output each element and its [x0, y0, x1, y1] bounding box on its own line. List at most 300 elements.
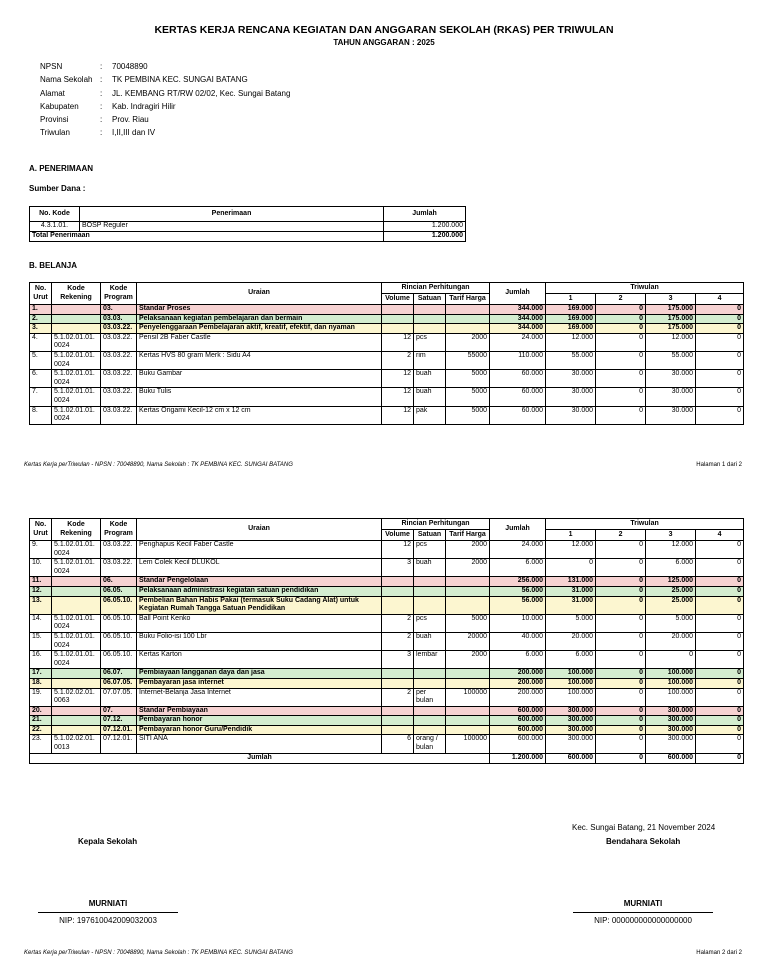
cell-no: 5. — [30, 351, 52, 369]
cell-uraian: Pembiayaan langganan daya dan jasa — [137, 669, 382, 679]
col-header-t2: 2 — [596, 530, 646, 541]
cell-t4: 0 — [696, 333, 744, 351]
table-row — [30, 678, 744, 688]
cell-jumlah: 256.000 — [490, 577, 546, 587]
cell-rek — [52, 577, 101, 587]
cell-vol — [382, 725, 414, 735]
cell-sat — [414, 586, 446, 596]
cell-t2: 0 — [596, 541, 646, 559]
cell-uraian: Pelaksanaan administrasi kegiatan satuan pendidikan — [137, 586, 382, 596]
cell-rek — [52, 669, 101, 679]
cell-uraian: Buku Gambar — [137, 370, 382, 388]
table-row — [30, 688, 744, 706]
cell-t4: 0 — [696, 559, 744, 577]
cell-sat: buah — [414, 559, 446, 577]
col-header-triwulan: Triwulan — [546, 283, 744, 294]
cell-jumlah: 60.000 — [490, 388, 546, 406]
cell-t4: 0 — [696, 406, 744, 424]
cell-t2: 0 — [596, 559, 646, 577]
cell-uraian: Ball Point Kenko — [137, 614, 382, 632]
table-row — [30, 735, 744, 753]
cell-rek — [52, 305, 101, 315]
cell-t4: 0 — [696, 324, 744, 334]
cell-t1: 31.000 — [546, 586, 596, 596]
cell-no: 21. — [30, 716, 52, 726]
cell-t3: 175.000 — [646, 314, 696, 324]
cell-rek — [52, 314, 101, 324]
cell-t2: 0 — [596, 614, 646, 632]
cell-tarif: 5000 — [446, 388, 490, 406]
cell-t3: 300.000 — [646, 706, 696, 716]
cell-sat — [414, 716, 446, 726]
cell-jumlah: 344.000 — [490, 305, 546, 315]
table-row — [30, 324, 744, 334]
cell-jumlah: 6.000 — [490, 651, 546, 669]
cell-sat — [414, 706, 446, 716]
cell-rek — [52, 706, 101, 716]
cell-t3: 300.000 — [646, 725, 696, 735]
col-header-volume: Volume — [382, 530, 414, 541]
cell-t1: 20.000 — [546, 632, 596, 650]
cell-t4: 0 — [696, 370, 744, 388]
cell-vol — [382, 596, 414, 614]
document-subtitle: TAHUN ANGGARAN : 2025 — [333, 38, 435, 47]
cell-prog: 03.03.22. — [101, 559, 137, 577]
col-header-jumlah: Jumlah — [384, 207, 466, 222]
table-row — [30, 651, 744, 669]
cell-no: 8. — [30, 406, 52, 424]
cell-jumlah: 200.000 — [490, 688, 546, 706]
col-header-t3: 3 — [646, 530, 696, 541]
cell-t4: 0 — [696, 678, 744, 688]
cell-vol: 2 — [382, 351, 414, 369]
cell-uraian: SITI ANA — [137, 735, 382, 753]
table-row — [30, 351, 744, 369]
cell-t3: 5.000 — [646, 614, 696, 632]
cell-sat — [414, 596, 446, 614]
cell-t2: 0 — [596, 388, 646, 406]
cell-t4: 0 — [696, 314, 744, 324]
table-row — [30, 541, 744, 559]
cell-t4: 0 — [696, 577, 744, 587]
cell-tarif: 5000 — [446, 370, 490, 388]
cell-t2: 0 — [596, 735, 646, 753]
penerimaan-table — [29, 206, 466, 242]
cell-t1: 131.000 — [546, 577, 596, 587]
cell-uraian: Kertas Karton — [137, 651, 382, 669]
col-header-no: No. Urut — [30, 283, 52, 305]
cell-t3: 0 — [646, 651, 696, 669]
cell-t1: 300.000 — [546, 725, 596, 735]
col-header-kode: No. Kode — [30, 207, 80, 222]
cell-t3: 20.000 — [646, 632, 696, 650]
table-row: 4.3.1.01. BOSP Reguler 1.200.000 — [30, 222, 466, 232]
cell-rek — [52, 596, 101, 614]
cell-rek: 5.1.02.02.01. 0013 — [52, 735, 101, 753]
cell-no: 10. — [30, 559, 52, 577]
cell-tarif: 2000 — [446, 333, 490, 351]
cell-tarif: 2000 — [446, 559, 490, 577]
cell-prog: 06.07. — [101, 669, 137, 679]
cell-t3: 25.000 — [646, 586, 696, 596]
cell-prog: 03.03. — [101, 314, 137, 324]
cell-t3: 6.000 — [646, 559, 696, 577]
table-row — [30, 577, 744, 587]
cell-t3: 125.000 — [646, 577, 696, 587]
signer-name-right: MURNIATI — [623, 899, 663, 908]
cell-rek: 5.1.02.01.01. 0024 — [52, 614, 101, 632]
col-header-satuan: Satuan — [414, 530, 446, 541]
cell-tarif: 55000 — [446, 351, 490, 369]
cell-uraian: Pensil 2B Faber Castle — [137, 333, 382, 351]
table-row — [30, 388, 744, 406]
cell-vol — [382, 305, 414, 315]
role-bendahara: Bendahara Sekolah — [606, 837, 681, 846]
cell-t1: 300.000 — [546, 716, 596, 726]
cell-vol: 2 — [382, 632, 414, 650]
info-row: NPSN : 70048890 — [40, 62, 148, 71]
section-belanja: B. BELANJA — [29, 261, 78, 270]
cell-t4: 0 — [696, 305, 744, 315]
footer-page-number: Halaman 1 dari 2 — [696, 462, 742, 468]
cell-tarif — [446, 596, 490, 614]
cell-t2: 0 — [596, 324, 646, 334]
table-row — [30, 614, 744, 632]
cell-t1: 31.000 — [546, 596, 596, 614]
cell-vol: 12 — [382, 388, 414, 406]
cell-t2: 0 — [596, 333, 646, 351]
cell-t2: 0 — [596, 678, 646, 688]
cell-sat: buah — [414, 632, 446, 650]
cell-t2: 0 — [596, 706, 646, 716]
cell-t4: 0 — [696, 388, 744, 406]
cell-no: 7. — [30, 388, 52, 406]
cell-no: 2. — [30, 314, 52, 324]
cell-vol: 2 — [382, 614, 414, 632]
cell-t1: 300.000 — [546, 735, 596, 753]
cell-t1: 12.000 — [546, 541, 596, 559]
cell-rek — [52, 678, 101, 688]
col-header-program: Kode Program — [101, 519, 137, 541]
cell-sat: pcs — [414, 541, 446, 559]
belanja-table-page2 — [29, 518, 744, 764]
cell-t1: 169.000 — [546, 305, 596, 315]
total-row: Total Penerimaan 1.200.000 — [30, 232, 466, 242]
cell-prog: 06.05.10. — [101, 632, 137, 650]
cell-rek — [52, 716, 101, 726]
cell-tarif — [446, 725, 490, 735]
cell-sat: per bulan — [414, 688, 446, 706]
cell-vol: 6 — [382, 735, 414, 753]
cell-prog: 07.12.01. — [101, 735, 137, 753]
cell-no: 9. — [30, 541, 52, 559]
cell-sat: pcs — [414, 333, 446, 351]
cell-t2: 0 — [596, 716, 646, 726]
cell-prog: 07.12.01. — [101, 725, 137, 735]
cell-prog: 06. — [101, 577, 137, 587]
cell-uraian: Kertas Origami Kecil-12 cm x 12 cm — [137, 406, 382, 424]
cell-prog: 06.05. — [101, 586, 137, 596]
cell-jumlah: 40.000 — [490, 632, 546, 650]
cell-vol — [382, 669, 414, 679]
cell-no: 14. — [30, 614, 52, 632]
cell-no: 19. — [30, 688, 52, 706]
cell-uraian: Lem Colek Kecil DLUKOL — [137, 559, 382, 577]
cell-tarif — [446, 716, 490, 726]
cell-uraian: Standar Pengelolaan — [137, 577, 382, 587]
cell-no: 20. — [30, 706, 52, 716]
cell-prog: 03.03.22. — [101, 370, 137, 388]
signature-line-left — [38, 912, 178, 913]
cell-no: 12. — [30, 586, 52, 596]
col-header-program: Kode Program — [101, 283, 137, 305]
cell-vol: 12 — [382, 333, 414, 351]
table-row — [30, 632, 744, 650]
cell-tarif: 100000 — [446, 735, 490, 753]
cell-sat — [414, 324, 446, 334]
place-date: Kec. Sungai Batang, 21 November 2024 — [572, 823, 716, 832]
cell-t3: 30.000 — [646, 406, 696, 424]
cell-sat — [414, 577, 446, 587]
cell-jumlah: 600.000 — [490, 735, 546, 753]
cell-jumlah: 24.000 — [490, 333, 546, 351]
cell-tarif: 20000 — [446, 632, 490, 650]
cell-sat — [414, 314, 446, 324]
cell-t4: 0 — [696, 541, 744, 559]
col-header-tarif: Tarif Harga — [446, 294, 490, 305]
cell-rek: 5.1.02.01.01. 0024 — [52, 388, 101, 406]
cell-prog: 03.03.22. — [101, 324, 137, 334]
cell-no: 11. — [30, 577, 52, 587]
table-row — [30, 706, 744, 716]
cell-uraian: Buku Folio-isi 100 Lbr — [137, 632, 382, 650]
cell-t1: 6.000 — [546, 651, 596, 669]
cell-sat: rim — [414, 351, 446, 369]
cell-t1: 5.000 — [546, 614, 596, 632]
cell-t1: 55.000 — [546, 351, 596, 369]
cell-t1: 300.000 — [546, 706, 596, 716]
cell-no: 23. — [30, 735, 52, 753]
table-row — [30, 725, 744, 735]
col-header-t4: 4 — [696, 294, 744, 305]
cell-t2: 0 — [596, 370, 646, 388]
cell-no: 18. — [30, 678, 52, 688]
cell-rek: 5.1.02.01.01. 0024 — [52, 559, 101, 577]
table-row — [30, 406, 744, 424]
cell-t3: 55.000 — [646, 351, 696, 369]
cell-t3: 30.000 — [646, 370, 696, 388]
cell-prog: 06.05.10. — [101, 614, 137, 632]
col-header-t4: 4 — [696, 530, 744, 541]
cell-no: 1. — [30, 305, 52, 315]
cell-jumlah: 56.000 — [490, 586, 546, 596]
cell-jumlah: 60.000 — [490, 406, 546, 424]
cell-jumlah: 6.000 — [490, 559, 546, 577]
cell-prog: 06.05.10. — [101, 651, 137, 669]
col-header-triwulan: Triwulan — [546, 519, 744, 530]
col-header-no: No. Urut — [30, 519, 52, 541]
cell-prog: 07.07.05. — [101, 688, 137, 706]
cell-tarif: 2000 — [446, 651, 490, 669]
info-row: Triwulan : I,II,III dan IV — [40, 128, 156, 138]
cell-t4: 0 — [696, 706, 744, 716]
table-row — [30, 333, 744, 351]
cell-tarif — [446, 577, 490, 587]
cell-sat — [414, 725, 446, 735]
cell-jumlah: 60.000 — [490, 370, 546, 388]
cell-prog: 03.03.22. — [101, 388, 137, 406]
info-row: Nama Sekolah : TK PEMBINA KEC. SUNGAI BATANG — [40, 75, 248, 85]
footer-left-2: Kertas Kerja perTriwulan - NPSN : 70048890, Nama Sekolah : TK PEMBINA KEC. SUNGAI BATANG — [24, 950, 293, 956]
cell-sat — [414, 669, 446, 679]
cell-t1: 30.000 — [546, 388, 596, 406]
cell-uraian: Buku Tulis — [137, 388, 382, 406]
table-row — [30, 559, 744, 577]
cell-prog: 03.03.22. — [101, 333, 137, 351]
col-header-t3: 3 — [646, 294, 696, 305]
cell-t4: 0 — [696, 669, 744, 679]
signer-name-left: MURNIATI — [88, 899, 128, 908]
cell-vol: 12 — [382, 370, 414, 388]
cell-t4: 0 — [696, 351, 744, 369]
cell-t2: 0 — [596, 632, 646, 650]
cell-rek: 5.1.02.01.01. 0024 — [52, 370, 101, 388]
cell-t3: 12.000 — [646, 333, 696, 351]
cell-t1: 0 — [546, 559, 596, 577]
cell-sat: buah — [414, 370, 446, 388]
cell-t4: 0 — [696, 632, 744, 650]
cell-t2: 0 — [596, 586, 646, 596]
cell-tarif — [446, 305, 490, 315]
footer-left: Kertas Kerja perTriwulan - NPSN : 70048890, Nama Sekolah : TK PEMBINA KEC. SUNGAI BATANG — [24, 462, 293, 468]
cell-vol — [382, 314, 414, 324]
cell-tarif: 100000 — [446, 688, 490, 706]
cell-t1: 100.000 — [546, 678, 596, 688]
cell-t3: 100.000 — [646, 669, 696, 679]
table-row — [30, 370, 744, 388]
cell-t3: 175.000 — [646, 324, 696, 334]
cell-jumlah: 344.000 — [490, 314, 546, 324]
cell-t4: 0 — [696, 596, 744, 614]
cell-sat — [414, 305, 446, 315]
cell-jumlah: 24.000 — [490, 541, 546, 559]
cell-rek: 5.1.02.01.01. 0024 — [52, 651, 101, 669]
cell-no: 22. — [30, 725, 52, 735]
cell-jumlah: 56.000 — [490, 596, 546, 614]
cell-tarif — [446, 324, 490, 334]
cell-sat: buah — [414, 388, 446, 406]
cell-vol: 12 — [382, 541, 414, 559]
footer-page-number-2: Halaman 2 dari 2 — [696, 950, 742, 956]
cell-sat — [414, 678, 446, 688]
cell-uraian: Pembayaran honor Guru/Pendidik — [137, 725, 382, 735]
cell-t3: 100.000 — [646, 688, 696, 706]
cell-jumlah: 200.000 — [490, 669, 546, 679]
table-row — [30, 669, 744, 679]
sumber-dana-label: Sumber Dana : — [29, 184, 86, 193]
col-header-rincian: Rincian Perhitungan — [382, 519, 490, 530]
cell-no: 6. — [30, 370, 52, 388]
cell-t3: 100.000 — [646, 678, 696, 688]
cell-tarif — [446, 669, 490, 679]
cell-vol — [382, 577, 414, 587]
cell-vol — [382, 678, 414, 688]
cell-uraian: Pembelian Bahan Habis Pakai (termasuk Suku Cadang Alat) untuk Kegiatan Rumah Tangga Satuan Pendidikan — [137, 596, 382, 614]
cell-vol: 3 — [382, 559, 414, 577]
cell-t1: 169.000 — [546, 314, 596, 324]
cell-vol — [382, 586, 414, 596]
cell-t4: 0 — [696, 651, 744, 669]
table-row — [30, 716, 744, 726]
cell-t3: 300.000 — [646, 716, 696, 726]
cell-tarif: 5000 — [446, 406, 490, 424]
cell-rek — [52, 586, 101, 596]
cell-vol: 2 — [382, 688, 414, 706]
cell-prog: 06.07.05. — [101, 678, 137, 688]
role-kepala-sekolah: Kepala Sekolah — [78, 837, 138, 846]
cell-rek: 5.1.02.02.01. 0063 — [52, 688, 101, 706]
cell-sat: pak — [414, 406, 446, 424]
cell-t1: 100.000 — [546, 688, 596, 706]
col-header-rincian: Rincian Perhitungan — [382, 283, 490, 294]
col-header-t1: 1 — [546, 530, 596, 541]
col-header-rekening: Kode Rekening — [52, 519, 101, 541]
col-header-t2: 2 — [596, 294, 646, 305]
cell-rek: 5.1.02.01.01. 0024 — [52, 632, 101, 650]
cell-prog: 03.03.22. — [101, 406, 137, 424]
col-header-tarif: Tarif Harga — [446, 530, 490, 541]
cell-vol: 12 — [382, 406, 414, 424]
cell-jumlah: 600.000 — [490, 725, 546, 735]
col-header-penerimaan: Penerimaan — [80, 207, 384, 222]
cell-prog: 07.12. — [101, 716, 137, 726]
cell-uraian: Pembayaran jasa internet — [137, 678, 382, 688]
cell-t2: 0 — [596, 688, 646, 706]
cell-t2: 0 — [596, 406, 646, 424]
cell-uraian: Penyelenggaraan Pembelajaran aktif, kreatif, efektif, dan nyaman — [137, 324, 382, 334]
cell-t4: 0 — [696, 688, 744, 706]
col-header-jumlah: Jumlah — [490, 283, 546, 305]
cell-t3: 25.000 — [646, 596, 696, 614]
cell-uraian: Penghapus Kecil Faber Castle — [137, 541, 382, 559]
cell-vol — [382, 324, 414, 334]
cell-t4: 0 — [696, 586, 744, 596]
cell-uraian: Kertas HVS 80 gram Merk : Sidu A4 — [137, 351, 382, 369]
cell-tarif — [446, 314, 490, 324]
cell-uraian: Standar Pembiayaan — [137, 706, 382, 716]
cell-no: 16. — [30, 651, 52, 669]
info-row: Alamat : JL. KEMBANG RT/RW 02/02, Kec. Sungai Batang — [40, 88, 291, 98]
cell-no: 3. — [30, 324, 52, 334]
info-row: Provinsi : Prov. Riau — [40, 115, 149, 125]
cell-t3: 30.000 — [646, 388, 696, 406]
signature-line-right — [573, 912, 713, 913]
signer-nip-left: NIP: 197610042009032003 — [59, 916, 157, 925]
cell-t1: 100.000 — [546, 669, 596, 679]
cell-t4: 0 — [696, 725, 744, 735]
table-row — [30, 314, 744, 324]
cell-t3: 300.000 — [646, 735, 696, 753]
cell-sat: pcs — [414, 614, 446, 632]
cell-no: 17. — [30, 669, 52, 679]
cell-t4: 0 — [696, 716, 744, 726]
cell-jumlah: 200.000 — [490, 678, 546, 688]
document-title: KERTAS KERJA RENCANA KEGIATAN DAN ANGGARAN SEKOLAH (RKAS) PER TRIWULAN — [154, 24, 614, 36]
cell-t4: 0 — [696, 614, 744, 632]
cell-t1: 12.000 — [546, 333, 596, 351]
cell-jumlah: 110.000 — [490, 351, 546, 369]
table-row — [30, 596, 744, 614]
